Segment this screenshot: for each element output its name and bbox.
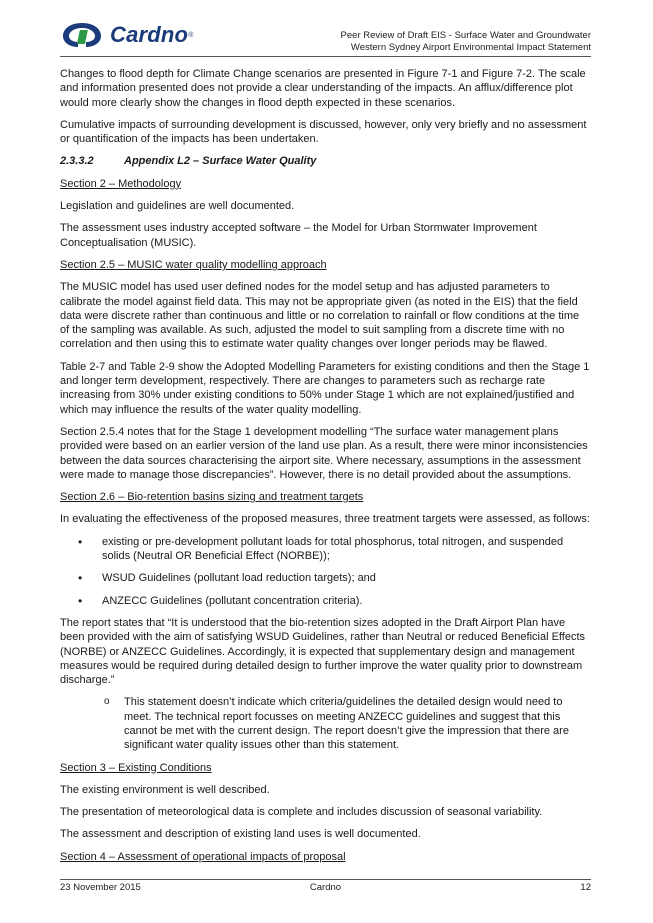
- paragraph: In evaluating the effectiveness of the proposed measures, three treatment targets were assessed, as follows:: [60, 513, 590, 526]
- paragraph: Table 2-7 and Table 2-9 show the Adopted Modelling Parameters for existing conditions and then the Stage 1 and longer term development, respectively. There are changes to parameters such as recharge rate increasing from 30% under existing conditions to 50% under Stage 1 which are not explained/justified and which may influence the results of the water quality modelling.: [60, 360, 590, 416]
- page-footer: [60, 882, 591, 896]
- paragraph: The presentation of meteorological data is complete and includes discussion of seasonal variability.: [60, 806, 543, 819]
- bullet-list: [60, 535, 591, 608]
- paragraph: The report states that “It is understood that the bio-retention sizes adopted in the Draft Airport Plan have been provided with the aim of satisfying WSUD Guidelines, rather than Neutral or reduced Beneficial Effects (NORBE) or ANZECC Guidelines. Accordingly, it is expected that supplementary design and management measures would be required during detailed design to further improve the water quality prior to downstream discharge.”: [60, 616, 586, 687]
- paragraph: The existing environment is well described.: [60, 783, 270, 796]
- header-divider: [60, 56, 591, 57]
- list-item: • existing or pre-development pollutant loads for total phosphorus, total nitrogen, and suspended solids (Neutral OR Beneficial Effect (NORBE));: [60, 535, 591, 564]
- paragraph: The MUSIC model has used user defined nodes for the model setup and has adjusted parameters to calibrate the model against field data. This may not be appropriate given (as noted in the EIS) that the field data were discrete rather than continuous and little or no correlation to rainfall or flow conditions at the time of the sampling was available. As such, adjusted the model to suit sampling from a discrete time with no correlation and then using this to estimate water quality changes over longer periods may be flawed.: [60, 281, 580, 351]
- paragraph: The assessment uses industry accepted software – the Model for Urban Stormwater Improvement Conceptualisation (MUSIC).: [60, 222, 537, 249]
- subsection-title: Section 2.6 – Bio-retention basins sizing and treatment targets: [60, 491, 364, 504]
- subsection-title: Section 4 – Assessment of operational impacts of proposal: [60, 850, 346, 863]
- paragraph: Section 2.5.4 notes that for the Stage 1 development modelling “The surface water management plans provided were based on an earlier version of the land use plan. As a result, there were minor inconsistencies between the data sources characterising the airport site. Where necessary, assumptions in the assessment were made to manage those discrepancies”. However, there is no detail provided about the assumptions.: [60, 425, 588, 481]
- cardno-logo: [60, 18, 193, 52]
- footer-company: Cardno: [309, 882, 342, 893]
- subsection-title: Section 2.5 – MUSIC water quality modelling approach: [60, 258, 327, 271]
- paragraph: Legislation and guidelines are well documented.: [60, 200, 295, 213]
- logo-registered-mark: ®: [188, 31, 194, 39]
- logo-wordmark: Cardno: [110, 22, 189, 47]
- list-item: • WSUD Guidelines (pollutant load reduction targets); and: [60, 571, 591, 585]
- footer-divider: [60, 879, 591, 880]
- paragraph: Cumulative impacts of surrounding development is discussed, however, only very briefly and no assessment or quantification of the impacts has been undertaken.: [60, 118, 587, 146]
- cardno-logo-mark-icon: [60, 20, 104, 50]
- list-item: o This statement doesn’t indicate which criteria/guidelines the detailed design would need to meet. The technical report focusses on meeting ANZECC guidelines and suggest that this cannot be met with the current design. The report doesn’t give the impression that there are significant water quality issues other than this statement.: [60, 695, 591, 752]
- list-item: • ANZECC Guidelines (pollutant concentration criteria).: [60, 594, 591, 608]
- page-number: 12: [580, 882, 591, 893]
- document-title: [341, 30, 591, 54]
- subsection-title: Section 3 – Existing Conditions: [60, 761, 212, 774]
- footer-date: 23 November 2015: [60, 882, 141, 893]
- sub-bullet-list: [60, 695, 591, 752]
- section-heading: [60, 154, 591, 168]
- document-title-line-2: Western Sydney Airport Environmental Impact Statement: [350, 42, 591, 53]
- page-content: [60, 67, 591, 872]
- document-title-line-1: Peer Review of Draft EIS - Surface Water and Groundwater: [340, 30, 591, 41]
- page-header: [0, 0, 653, 60]
- section-number: 2.3.3.2: [60, 155, 94, 168]
- section-heading-title: Appendix L2 – Surface Water Quality: [124, 155, 317, 168]
- subsection-title: Section 2 – Methodology: [60, 177, 182, 190]
- paragraph: The assessment and description of existing land uses is well documented.: [60, 828, 421, 841]
- paragraph: Changes to flood depth for Climate Change scenarios are presented in Figure 7-1 and Figure 7-2. The scale and information presented does not provide a clear understanding of the impacts. An afflux/difference plot would more clearly show the changes in flood depth expected in these scenarios.: [60, 68, 586, 109]
